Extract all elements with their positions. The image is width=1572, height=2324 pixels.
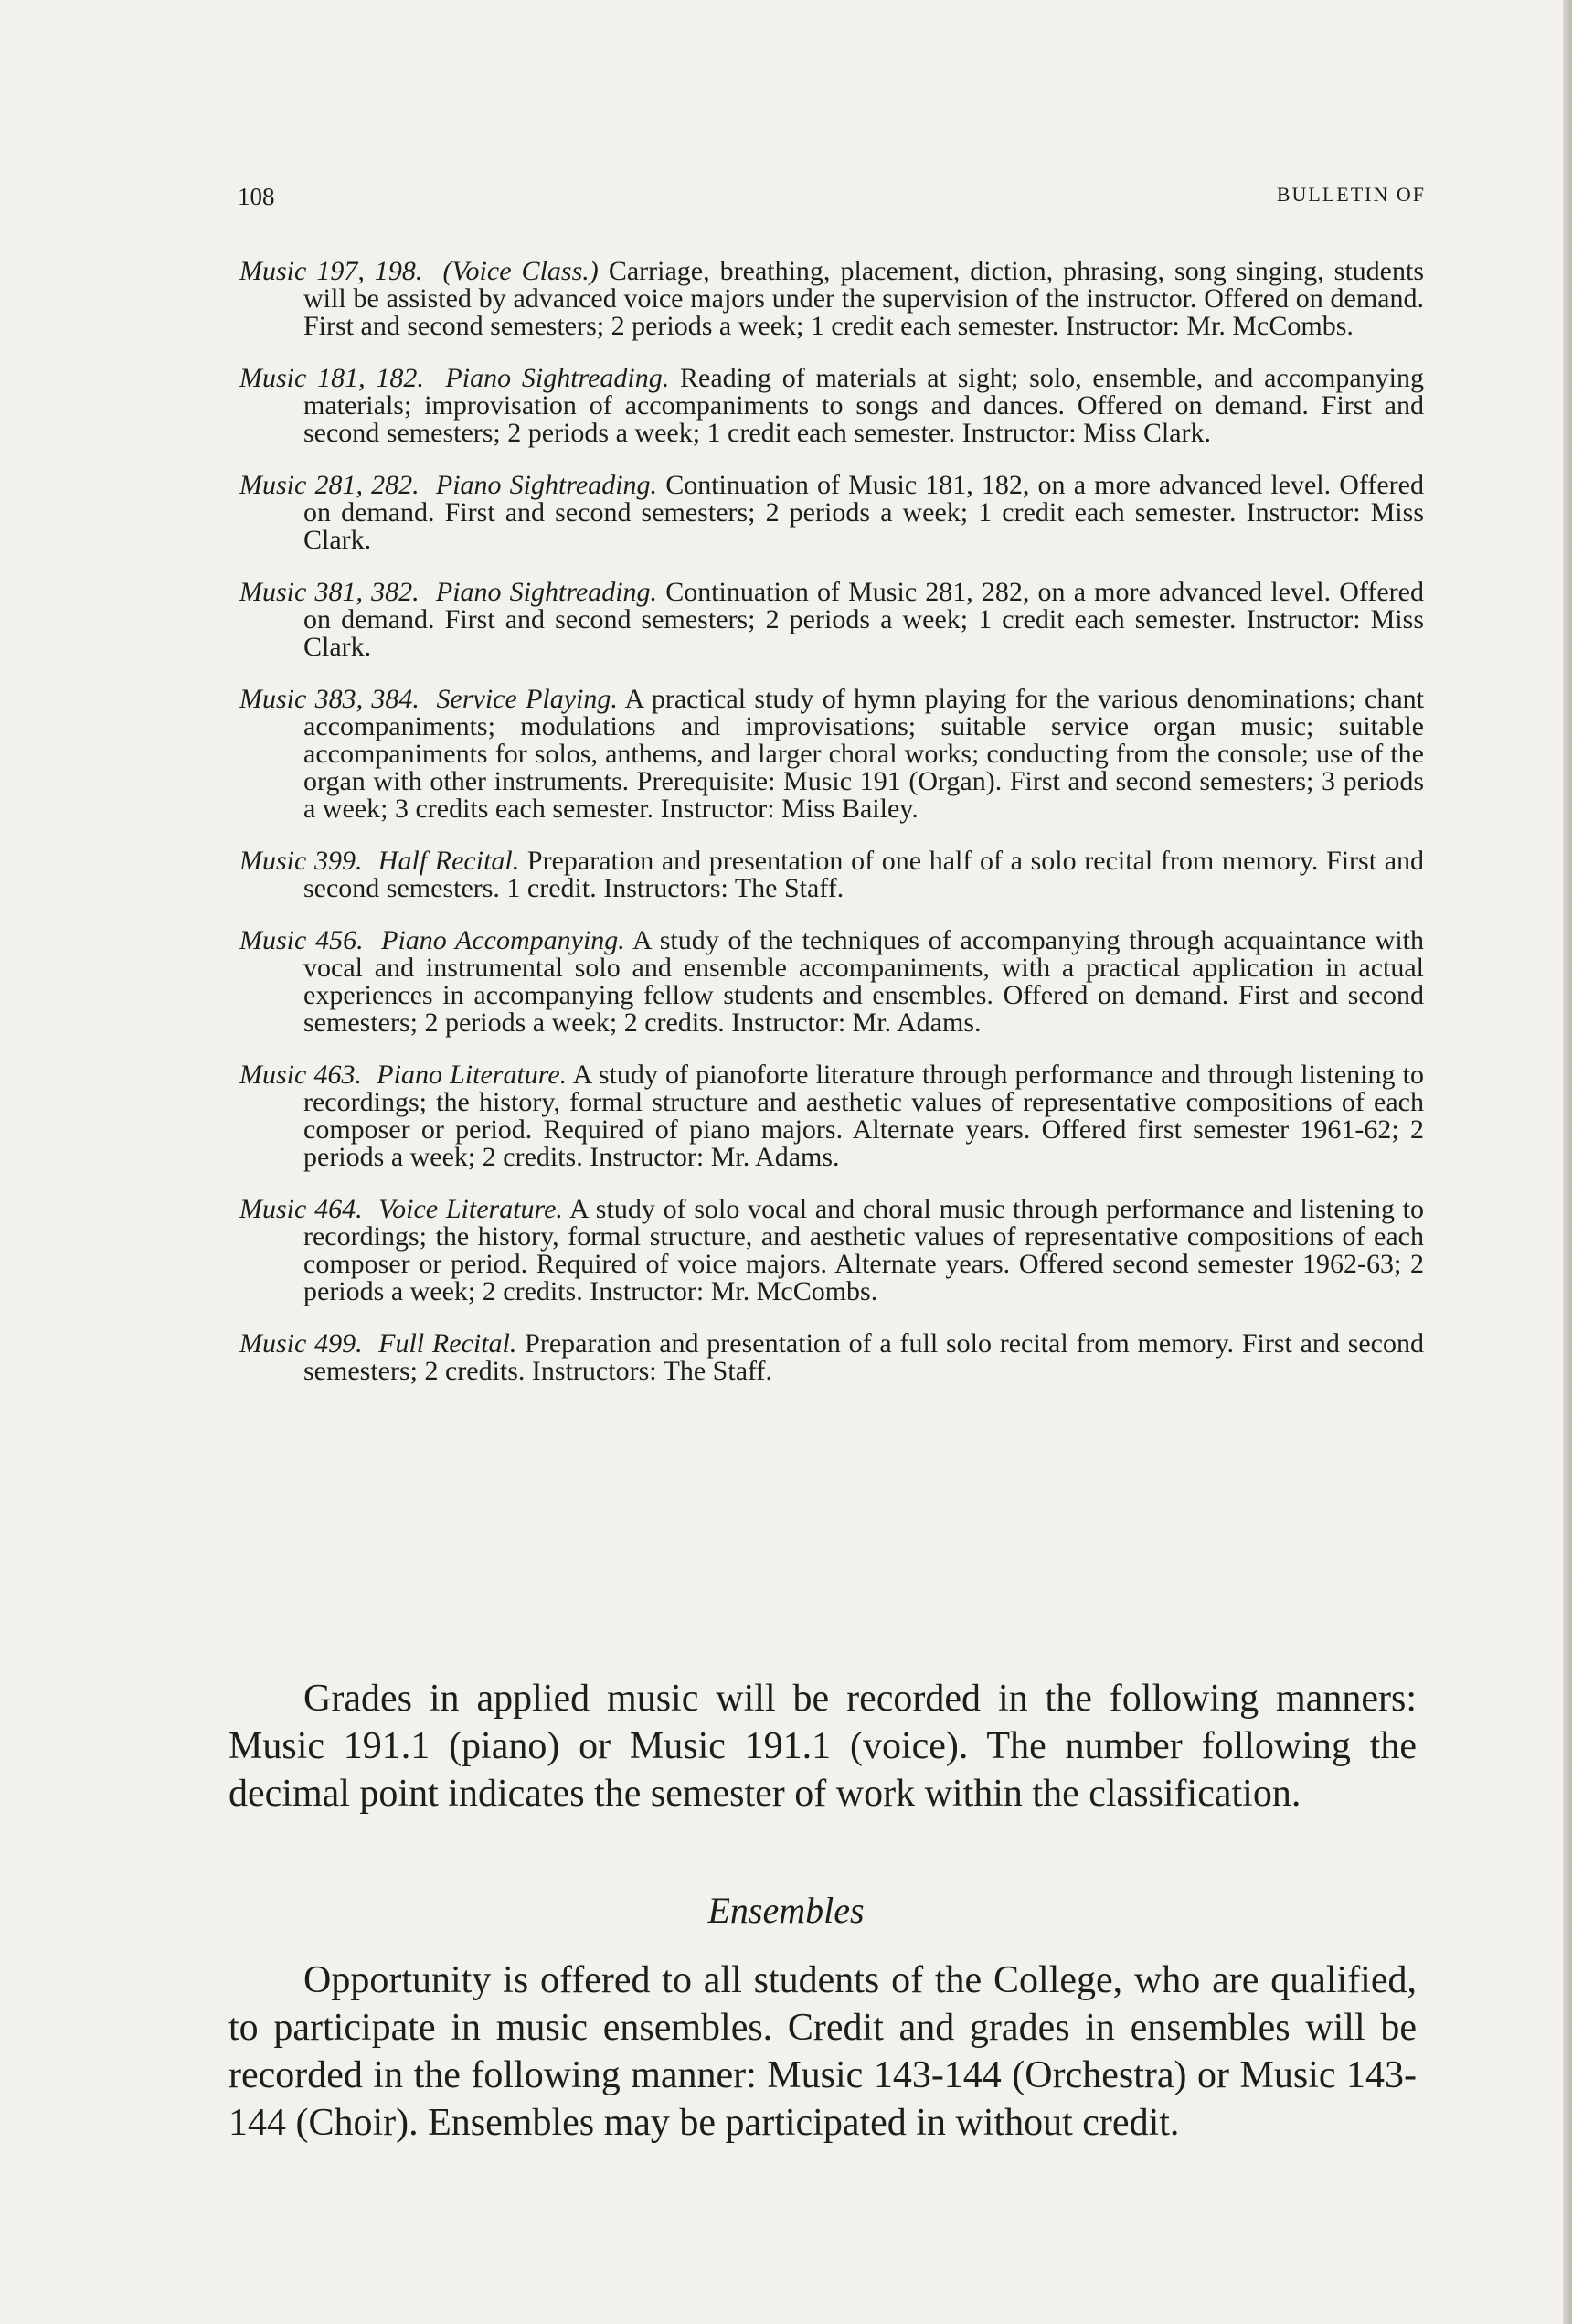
course-code: Music 383, 384.: [239, 684, 420, 714]
course-title: Service Playing.: [436, 684, 618, 714]
course-title: Piano Literature.: [377, 1060, 568, 1090]
course-description: A study of pianoforte literature through performance and through listening to recordings; the history, formal structure and aesthetic values of representative compositions of each composer or period. Required of piano majors. Alternate years. Offered first semester 1961-62; 2 periods a week; 2 credits. Instructor: Mr. Adams.: [303, 1060, 1424, 1172]
course-code: Music 499.: [239, 1328, 363, 1359]
course-code: Music 456.: [239, 925, 364, 955]
course-title: Piano Sightreading.: [435, 577, 658, 607]
course-code: Music 197, 198.: [239, 256, 423, 286]
course-title: Full Recital.: [378, 1328, 517, 1359]
course-description: Preparation and presentation of a full solo recital from memory. First and second semesters; 2 credits. Instructors: The Staff.: [303, 1328, 1425, 1386]
course-list: [239, 258, 1424, 1410]
course-code: Music 381, 382.: [239, 577, 420, 607]
course-description: Preparation and presentation of one half of a solo recital from memory. First and second semesters. 1 credit. Instructors: The Staff.: [303, 846, 1425, 903]
course-entry: [239, 1196, 1424, 1306]
course-entry: [239, 472, 1424, 554]
course-code: Music 463.: [239, 1060, 362, 1090]
course-description: Reading of materials at sight; solo, ensemble, and accompanying materials; improvisation of accompaniments to songs and dances. Offered on demand. First and second semesters; 2 periods a week; 1 credit each semester. Instructor: Miss Clark.: [303, 363, 1425, 448]
page-header: [238, 183, 1426, 219]
course-code: Music 399.: [239, 846, 363, 876]
course-title: Half Recital.: [377, 846, 520, 876]
course-entry: [239, 365, 1424, 447]
page-number: 108: [238, 183, 275, 210]
course-description: Continuation of Music 181, 182, on a more advanced level. Offered on demand. First and second semesters; 2 periods a week; 1 credit each semester. Instructor: Miss Clark.: [303, 470, 1424, 555]
ensembles-paragraph: Opportunity is offered to all students of the College, who are qualified, to participate in music ensembles. Credit and grades in ensembles will be recorded in the following manner: Music 143-144 (Orchestra) or Music 143-144 (Choir). Ensembles may be participated in without credit.: [228, 1959, 1417, 2144]
course-title: Piano Accompanying.: [381, 925, 625, 955]
ensembles-heading: Ensembles: [707, 1890, 865, 1931]
running-head: BULLETIN OF: [1276, 183, 1426, 206]
course-description: A study of the techniques of accompanying through acquaintance with vocal and instrumental solo and ensemble accompaniments, with a practical application in actual experiences in accompanying fellow students and ensembles. Offered on demand. First and second semesters; 2 periods a week; 2 credits. Instructor: Mr. Adams.: [303, 925, 1424, 1038]
course-entry: [239, 686, 1424, 823]
course-title: (Voice Class.): [442, 256, 599, 286]
course-entry: [239, 927, 1424, 1037]
course-description: A study of solo vocal and choral music through performance and listening to recordings; the history, formal structure, and aesthetic values of representative compositions of each composer or period. Required of voice majors. Alternate years. Offered second semester 1962-63; 2 periods a week; 2 credits. Instructor: Mr. McCombs.: [303, 1194, 1424, 1306]
page-edge: [1563, 0, 1572, 2324]
course-title: Piano Sightreading.: [435, 470, 658, 500]
course-entry: [239, 1061, 1424, 1171]
course-description: Continuation of Music 281, 282, on a more advanced level. Offered on demand. First and second semesters; 2 periods a week; 1 credit each semester. Instructor: Miss Clark.: [303, 577, 1424, 662]
course-entry: [239, 848, 1424, 902]
course-title: Piano Sightreading.: [445, 363, 670, 393]
course-code: Music 464.: [239, 1194, 363, 1224]
course-entry: [239, 258, 1424, 340]
course-entry: [239, 579, 1424, 661]
grades-paragraph: Grades in applied music will be recorded in the following manners: Music 191.1 (piano) or Music 191.1 (voice). The number following the decimal point indicates the semester of work within the classification.: [228, 1678, 1417, 1815]
course-entry: [239, 1330, 1424, 1385]
course-title: Voice Literature.: [378, 1194, 563, 1224]
course-code: Music 281, 282.: [239, 470, 420, 500]
course-description: A practical study of hymn playing for the various denominations; chant accompaniments; modulations and improvisations; suitable service organ music; suitable accompaniments for solos, anthems, and larger choral works; conducting from the console; use of the organ with other instruments. Prerequisite: Music 191 (Organ). First and second semesters; 3 periods a week; 3 credits each semester. Instructor: Miss Bailey.: [303, 684, 1424, 824]
course-description: Carriage, breathing, placement, diction, phrasing, song singing, students will be assisted by advanced voice majors under the supervision of the instructor. Offered on demand. First and second semesters; 2 periods a week; 1 credit each semester. Instructor: Mr. McCombs.: [303, 256, 1425, 341]
course-code: Music 181, 182.: [239, 363, 424, 393]
